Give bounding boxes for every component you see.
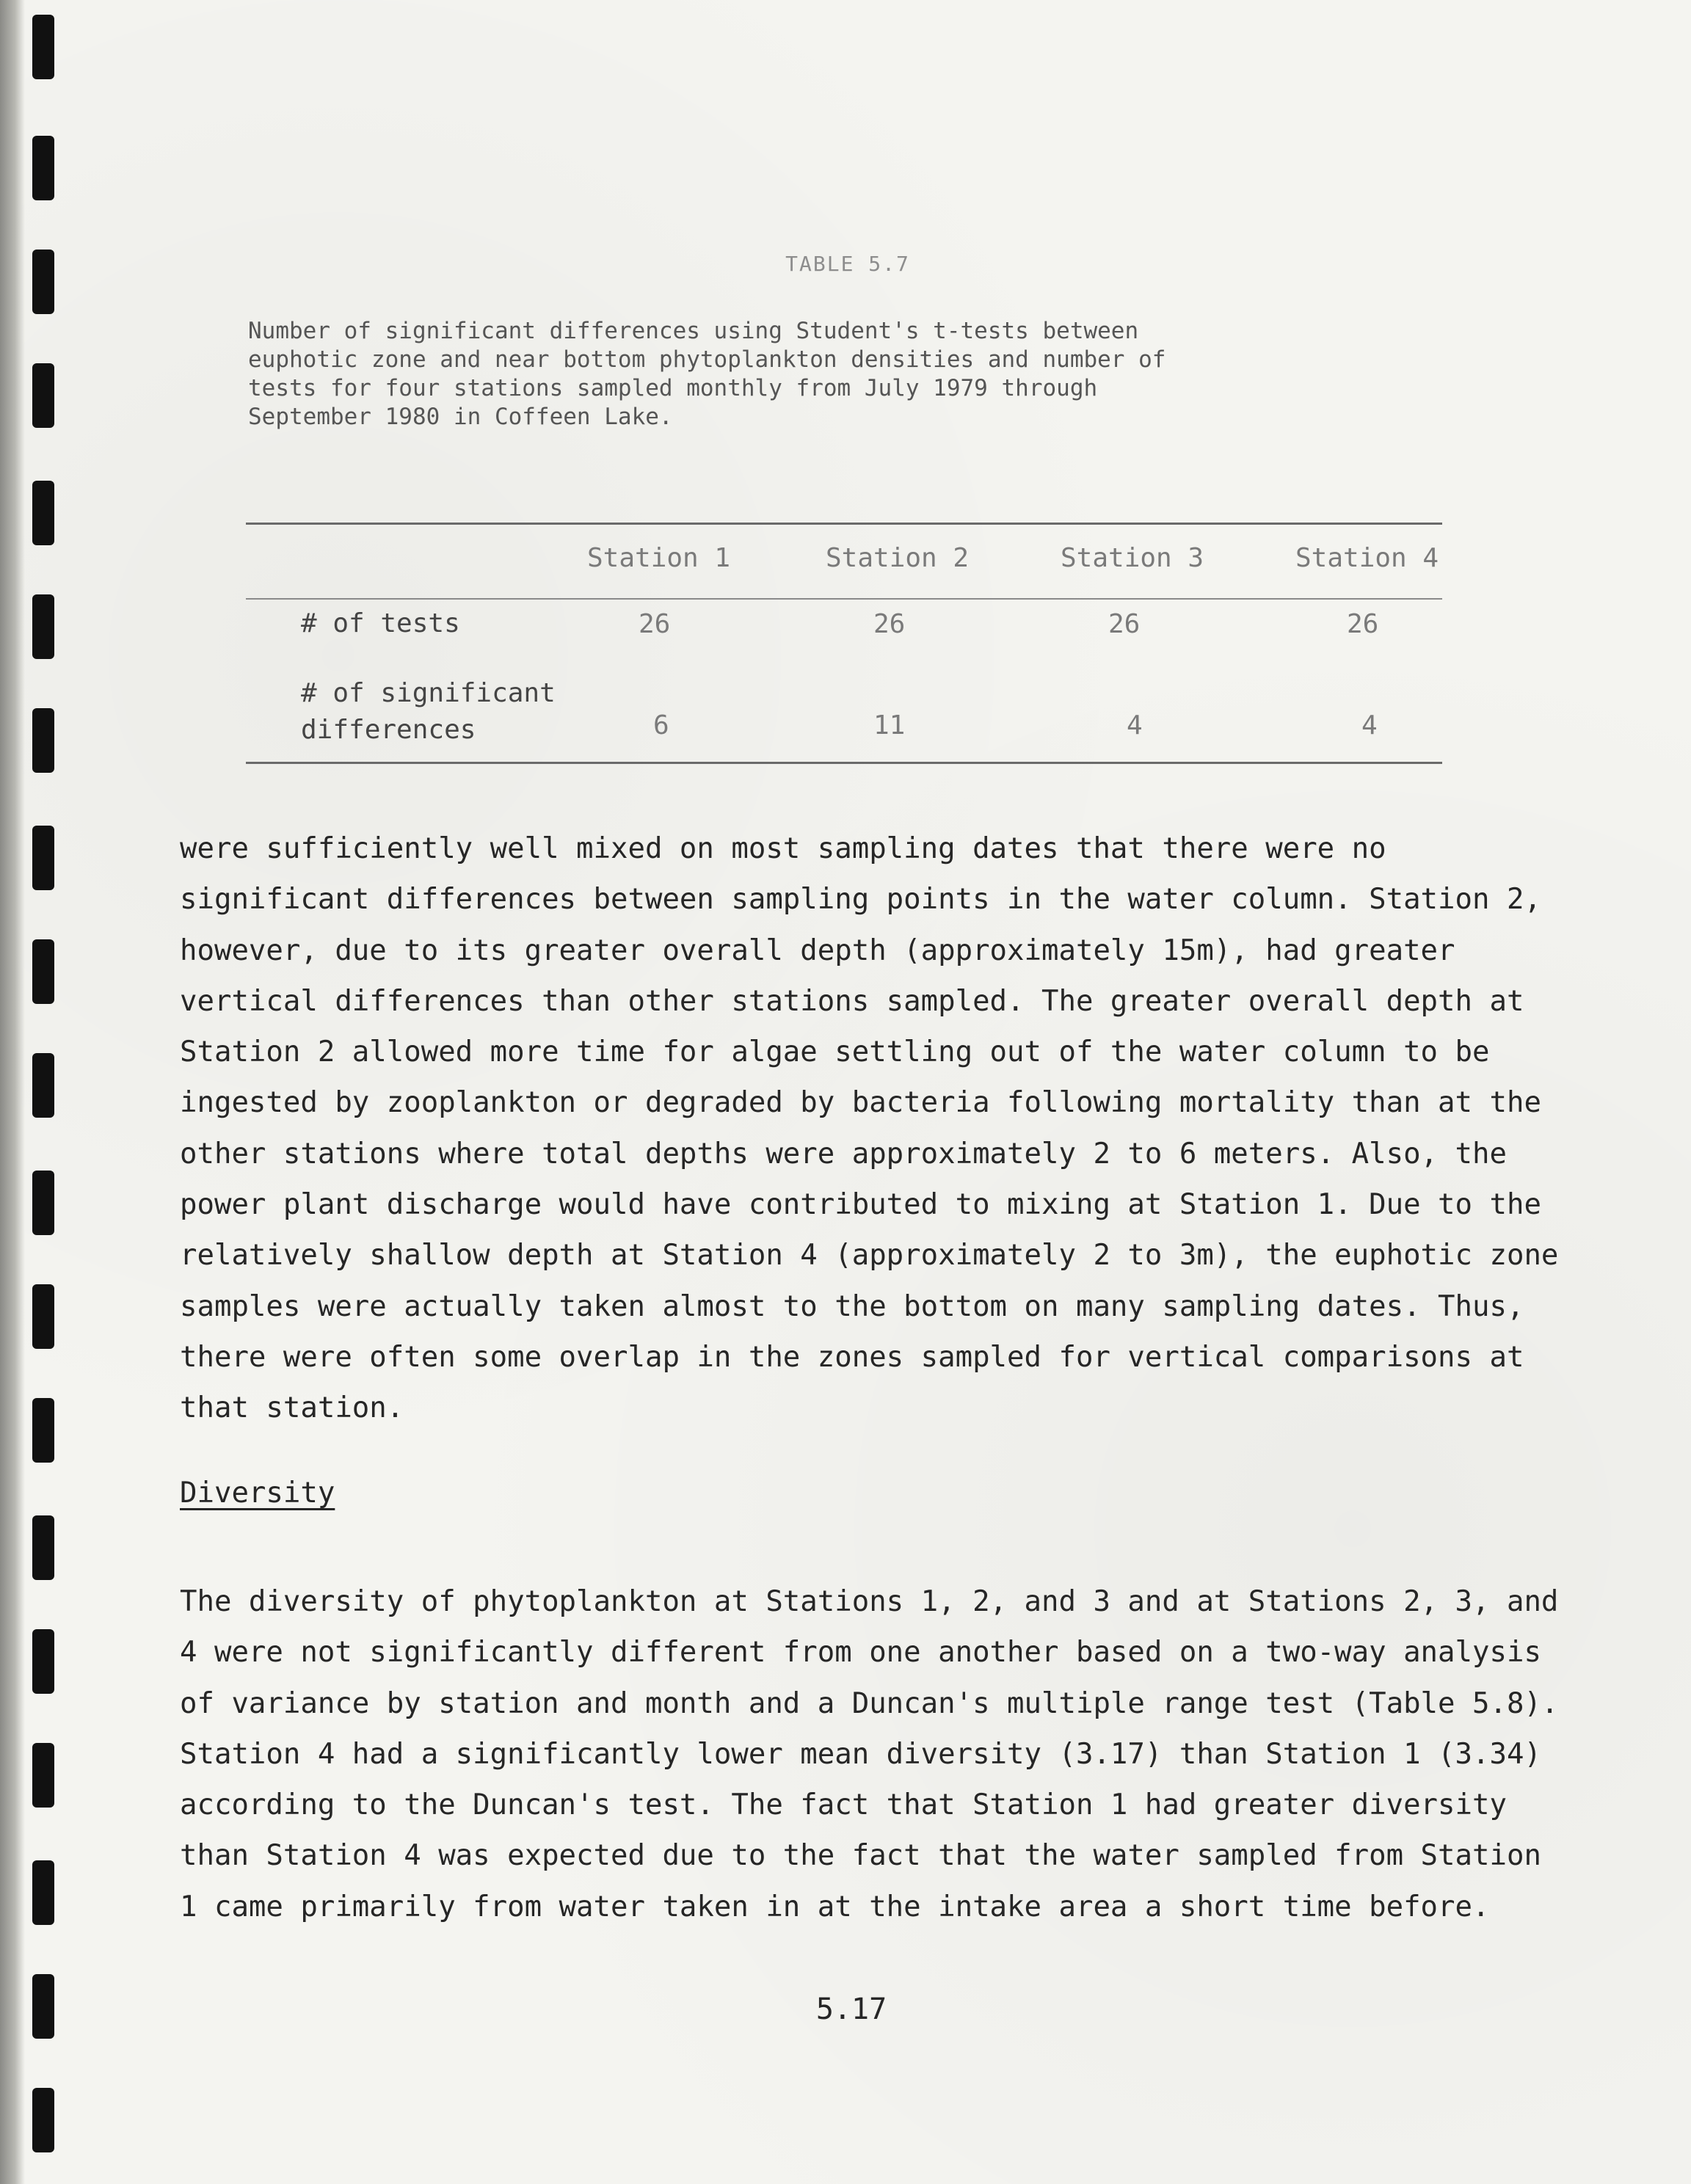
binding-hole <box>32 1515 54 1580</box>
text-line: The diversity of phytoplankton at Stations 1, 2, and 3 and at Stations 2, 3, and <box>180 1585 1559 1618</box>
text-line: that station. <box>180 1391 404 1425</box>
tests-station-4: 26 <box>1347 609 1379 639</box>
col-header-station-1: Station 1 <box>587 543 731 573</box>
text-line: vertical differences than other stations sampled. The greater overall depth at <box>180 984 1524 1018</box>
row-label-tests: # of tests <box>301 608 460 638</box>
text-line: were sufficiently well mixed on most sampling dates that there were no <box>180 832 1386 865</box>
binding-hole <box>32 136 54 200</box>
table-bottom-rule <box>246 762 1442 764</box>
binding-hole <box>32 1398 54 1463</box>
text-line: 1 came primarily from water taken in at the intake area a short time before. <box>180 1890 1490 1923</box>
binding-hole <box>32 1171 54 1235</box>
table-title: TABLE 5.7 <box>785 252 910 276</box>
text-line: ingested by zooplankton or degraded by bacteria following mortality than at the <box>180 1086 1541 1120</box>
text-line: other stations where total depths were approximately 2 to 6 meters. Also, the <box>180 1137 1507 1171</box>
col-header-station-3: Station 3 <box>1061 543 1204 573</box>
tests-station-2: 26 <box>873 609 906 639</box>
binding-hole <box>32 594 54 659</box>
text-line: relatively shallow depth at Station 4 (approximately 2 to 3m), the euphotic zone <box>180 1239 1559 1273</box>
binding-hole <box>32 15 54 79</box>
paragraph-diversity <box>180 1576 1559 1932</box>
binding-hole <box>32 1743 54 1808</box>
binding-hole <box>32 481 54 545</box>
sig-diff-station-1: 6 <box>653 710 669 740</box>
binding-hole <box>32 1974 54 2039</box>
row-label-significant-differences: # of significant differences <box>301 678 556 745</box>
text-line: Station 2 allowed more time for algae settling out of the water column to be <box>180 1035 1490 1069</box>
section-heading-diversity: Diversity <box>180 1477 335 1510</box>
binding-hole <box>32 2088 54 2152</box>
tests-station-3: 26 <box>1108 609 1141 639</box>
paragraph-mixing <box>180 823 1559 1434</box>
binding-hole <box>32 1860 54 1925</box>
binding-holes <box>0 0 66 2184</box>
binding-hole <box>32 250 54 314</box>
binding-hole <box>32 363 54 428</box>
binding-hole <box>32 1053 54 1118</box>
text-line: 4 were not significantly different from one another based on a two-way analysis <box>180 1636 1541 1670</box>
text-line: however, due to its greater overall depth (approximately 15m), had greater <box>180 933 1455 967</box>
sig-diff-station-2: 11 <box>873 710 906 740</box>
text-line: than Station 4 was expected due to the fact that the water sampled from Station <box>180 1839 1541 1873</box>
text-line: power plant discharge would have contributed to mixing at Station 1. Due to the <box>180 1188 1541 1222</box>
table-header-rule <box>246 598 1442 600</box>
text-line: of variance by station and month and a Duncan's multiple range test (Table 5.8). <box>180 1686 1559 1720</box>
page-number: 5.17 <box>815 1992 887 2026</box>
table-top-rule <box>246 523 1442 525</box>
col-header-station-4: Station 4 <box>1295 543 1439 573</box>
text-line: significant differences between sampling points in the water column. Station 2, <box>180 883 1541 917</box>
binding-hole <box>32 939 54 1004</box>
table-caption: Number of significant differences using Student's t-tests between euphotic zone and near bottom phytoplankton densities and number of tests for four stations sampled monthly from July 1979 through September 1980 in Coffeen Lake. <box>248 318 1166 430</box>
binding-hole <box>32 1284 54 1349</box>
binding-hole <box>32 826 54 890</box>
text-line: according to the Duncan's test. The fact that Station 1 had greater diversity <box>180 1788 1507 1822</box>
text-line: Station 4 had a significantly lower mean diversity (3.17) than Station 1 (3.34) <box>180 1737 1541 1771</box>
col-header-station-2: Station 2 <box>826 543 970 573</box>
sig-diff-station-4: 4 <box>1361 710 1378 740</box>
binding-hole <box>32 1629 54 1694</box>
binding-hole <box>32 708 54 773</box>
tests-station-1: 26 <box>639 609 671 639</box>
text-line: samples were actually taken almost to the bottom on many sampling dates. Thus, <box>180 1289 1524 1323</box>
sig-diff-station-3: 4 <box>1127 710 1143 740</box>
text-line: there were often some overlap in the zones sampled for vertical comparisons at <box>180 1340 1524 1374</box>
